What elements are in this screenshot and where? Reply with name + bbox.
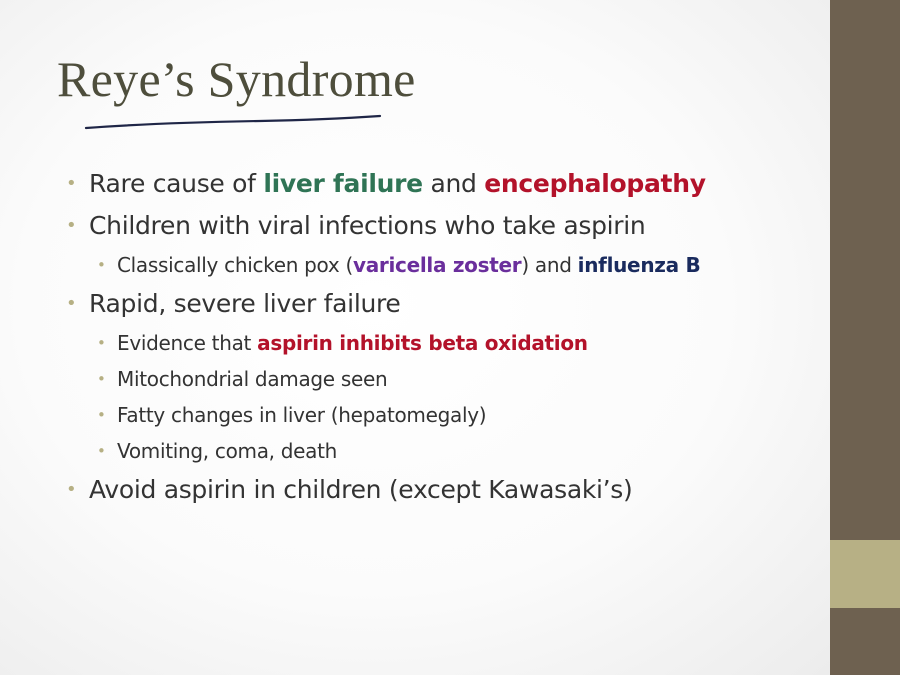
highlighted-term: varicella zoster [352, 253, 522, 277]
bullet-item [66, 286, 816, 328]
decorative-side-bar [830, 0, 900, 675]
bullet-item [66, 166, 816, 208]
bullet-marker: • [66, 293, 77, 314]
bullet-text: Vomiting, coma, death [117, 439, 338, 463]
sub-bullet-item [66, 400, 816, 436]
side-bar-accent [830, 540, 900, 608]
bullet-marker: • [66, 215, 77, 236]
bullet-text: Classically chicken pox ( [117, 253, 353, 277]
bullet-marker: • [97, 334, 106, 352]
bullet-item [66, 472, 816, 514]
bullet-text: Rare cause of [89, 169, 264, 198]
bullet-list [66, 166, 816, 514]
highlighted-term: aspirin inhibits beta oxidation [257, 331, 588, 355]
highlighted-term: encephalopathy [484, 169, 706, 198]
bullet-text: Avoid aspirin in children (except Kawasaki’s) [89, 475, 633, 504]
bullet-text: Evidence that [117, 331, 258, 355]
sub-bullet-item [66, 436, 816, 472]
sub-bullet-item [66, 364, 816, 400]
sub-bullet-item [66, 328, 816, 364]
handwritten-underline [80, 110, 390, 134]
bullet-text: Fatty changes in liver (hepatomegaly) [117, 403, 487, 427]
bullet-marker: • [97, 442, 106, 460]
bullet-text: Rapid, severe liver failure [89, 289, 401, 318]
highlighted-term: influenza B [577, 253, 701, 277]
bullet-marker: • [97, 370, 106, 388]
bullet-item [66, 208, 816, 250]
bullet-marker: • [66, 173, 77, 194]
sub-bullet-item [66, 250, 816, 286]
bullet-text: Mitochondrial damage seen [117, 367, 388, 391]
bullet-text: and [422, 169, 485, 198]
bullet-text: Children with viral infections who take aspirin [89, 211, 646, 240]
bullet-marker: • [97, 406, 106, 424]
highlighted-term: liver failure [263, 169, 423, 198]
bullet-marker: • [66, 479, 77, 500]
bullet-text: ) and [521, 253, 578, 277]
bullet-marker: • [97, 256, 106, 274]
slide-title: Reye’s Syndrome [57, 51, 416, 107]
